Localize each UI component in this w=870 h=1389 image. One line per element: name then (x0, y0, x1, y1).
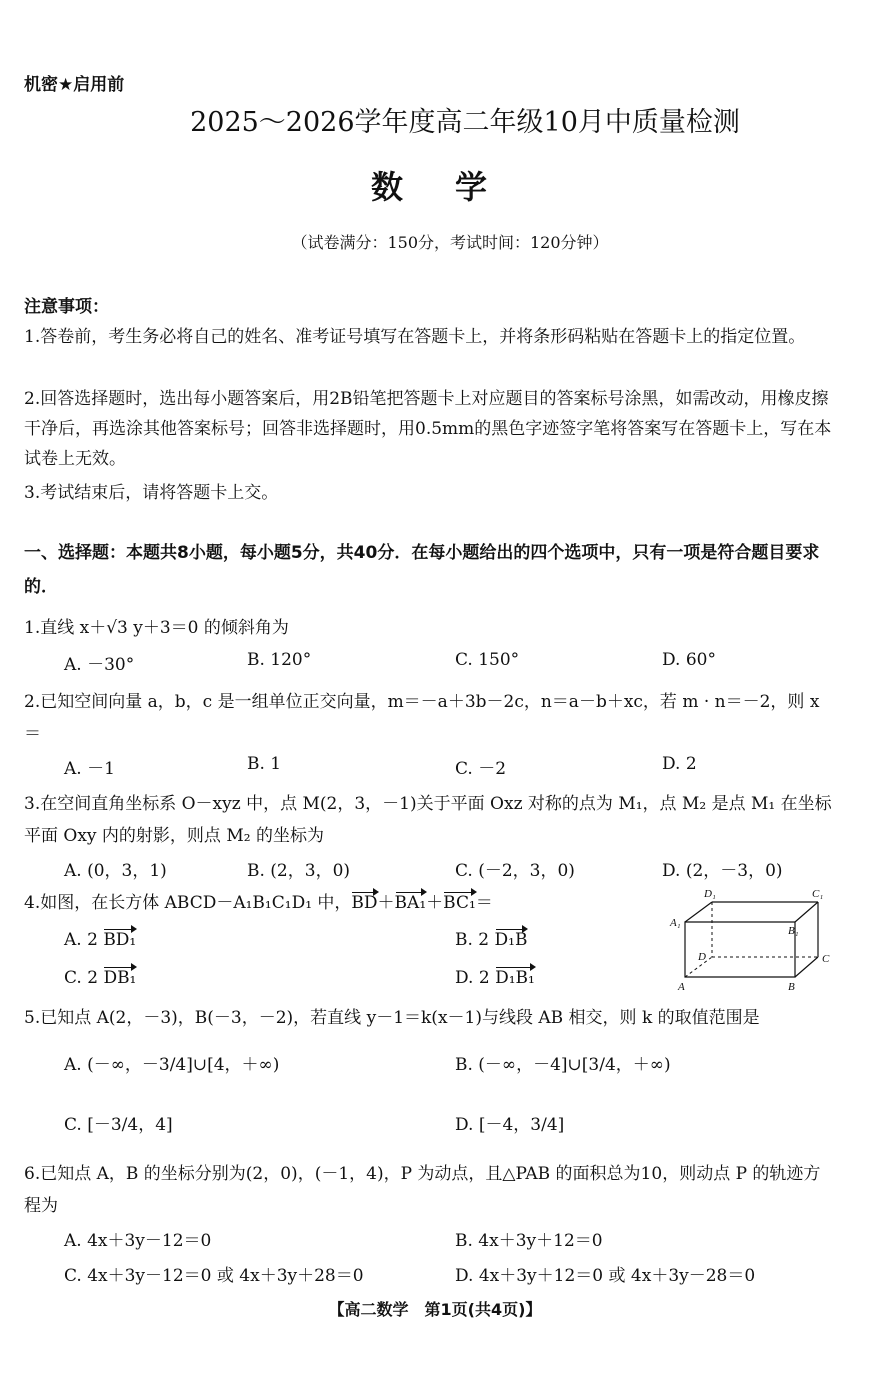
label-b: B (788, 981, 795, 993)
notice-item-1: 1.答卷前，考生务必将自己的姓名、准考证号填写在答题卡上，并将条形码粘贴在答题卡上的指定位置。 (24, 327, 806, 347)
front-face (685, 922, 795, 977)
vector-ba1: BA₁ (394, 893, 427, 913)
edge-b1c1 (795, 902, 818, 922)
option-c-vector: DB₁ (103, 968, 137, 988)
question-5-option-c: C. [－3/4，4] (64, 1115, 173, 1135)
label-c1: C₁ (812, 888, 824, 900)
question-1-stem: 1.直线 x＋√3 y＋3＝0 的倾斜角为 (24, 618, 289, 638)
question-1-option-b: B. 120° (247, 650, 312, 670)
question-2-option-a: A. －1 (64, 759, 115, 779)
vector-bd: BD (351, 893, 378, 913)
vector-bc1: BC₁ (443, 893, 476, 913)
edge-a1d1 (685, 902, 712, 922)
edge-bc (795, 957, 818, 977)
option-a-vector: BD₁ (103, 930, 137, 950)
question-4-stem: 4.如图，在长方体 ABCD－A₁B₁C₁D₁ 中，BD＋BA₁＋BC₁＝ (24, 893, 493, 913)
question-6-option-c: C. 4x＋3y－12＝0 或 4x＋3y＋28＝0 (64, 1266, 364, 1286)
section-heading: 一、选择题：本题共8小题，每小题5分，共40分．在每小题给出的四个选项中，只有一项是符合题目要求的． (24, 543, 820, 597)
question-2-option-c: C. －2 (455, 759, 507, 779)
label-b1: B₁ (788, 925, 799, 937)
label-a: A (678, 981, 685, 993)
page-footer: 【高二数学 第1页(共4页)】 (328, 1300, 542, 1319)
question-4-option-b (455, 930, 527, 950)
question-5-stem: 5.已知点 A(2，－3)，B(－3，－2)，若直线 y－1＝k(x－1)与线段 AB 相交，则 k 的取值范围是 (24, 1008, 760, 1028)
confidential-label: 机密★启用前 (24, 75, 125, 95)
cuboid-figure (660, 882, 850, 997)
option-a-prefix: A. 2 (64, 930, 104, 950)
question-4-option-a (64, 930, 136, 950)
question-6-stem: 6.已知点 A，B 的坐标分别为(2，0)，(－1，4)，P 为动点，且△PAB 的面积总为10，则动点 P 的轨迹方程为 (24, 1164, 821, 1216)
question-6-option-a: A. 4x＋3y－12＝0 (64, 1231, 212, 1251)
label-d1: D₁ (704, 888, 716, 900)
exam-info: （试卷满分：150分，考试时间：120分钟） (291, 233, 609, 252)
option-c-prefix: C. 2 (64, 968, 104, 988)
question-1-option-d: D. 60° (662, 650, 716, 670)
option-b-prefix: B. 2 (455, 930, 495, 950)
question-3-option-a: A. (0，3，1) (64, 861, 167, 881)
question-5-option-b: B. (－∞，－4]∪[3/4，＋∞) (455, 1055, 671, 1075)
question-2-stem: 2.已知空间向量 a，b，c 是一组单位正交向量，m＝－a＋3b－2c，n＝a－b＋xc，若 m · n＝－2，则 x＝ (24, 692, 820, 744)
question-3-option-c: C. (－2，3，0) (455, 861, 575, 881)
question-4-option-d (455, 968, 535, 988)
question-3-option-b: B. (2，3，0) (247, 861, 351, 881)
question-3-stem: 3.在空间直角坐标系 O－xyz 中，点 M(2，3，－1)关于平面 Oxz 对称的点为 M₁，点 M₂ 是点 M₁ 在坐标平面 Oxy 内的射影，则点 M₂ 的坐标为 (24, 794, 832, 846)
question-4-equals: ＝ (475, 893, 493, 913)
question-2-option-d: D. 2 (662, 754, 697, 774)
question-4-option-c (64, 968, 136, 988)
notice-item-3: 3.考试结束后，请将答题卡上交。 (24, 483, 279, 503)
question-1-option-a: A. －30° (64, 655, 135, 675)
question-5-option-d: D. [－4，3/4] (455, 1115, 565, 1135)
question-5-option-a: A. (－∞，－3/4]∪[4，＋∞) (64, 1055, 280, 1075)
question-1-option-c: C. 150° (455, 650, 520, 670)
question-6-option-d: D. 4x＋3y＋12＝0 或 4x＋3y－28＝0 (455, 1266, 756, 1286)
label-d: D (698, 951, 706, 963)
option-d-vector: D₁B₁ (495, 968, 535, 988)
label-a1: A₁ (670, 917, 681, 929)
question-2-option-b: B. 1 (247, 754, 282, 774)
label-c: C (822, 953, 830, 965)
question-6-option-b: B. 4x＋3y＋12＝0 (455, 1231, 603, 1251)
option-d-prefix: D. 2 (455, 968, 496, 988)
subject-title: 数学 (370, 168, 539, 206)
exam-title: 2025～2026学年度高二年级10月中质量检测 (190, 107, 740, 138)
question-3-option-d: D. (2，－3，0) (662, 861, 783, 881)
notice-title: 注意事项： (24, 297, 109, 317)
question-4-stem-text: 4.如图，在长方体 ABCD－A₁B₁C₁D₁ 中， (24, 893, 352, 913)
notice-item-2: 2.回答选择题时，选出每小题答案后，用2B铅笔把答题卡上对应题目的答案标号涂黑，如需改动，用橡皮擦干净后，再选涂其他答案标号；回答非选择题时，用0.5mm的黑色字迹签字笔将答案写在答题卡上，写在本试卷上无效。 (24, 389, 832, 469)
option-b-vector: D₁B (494, 930, 528, 950)
